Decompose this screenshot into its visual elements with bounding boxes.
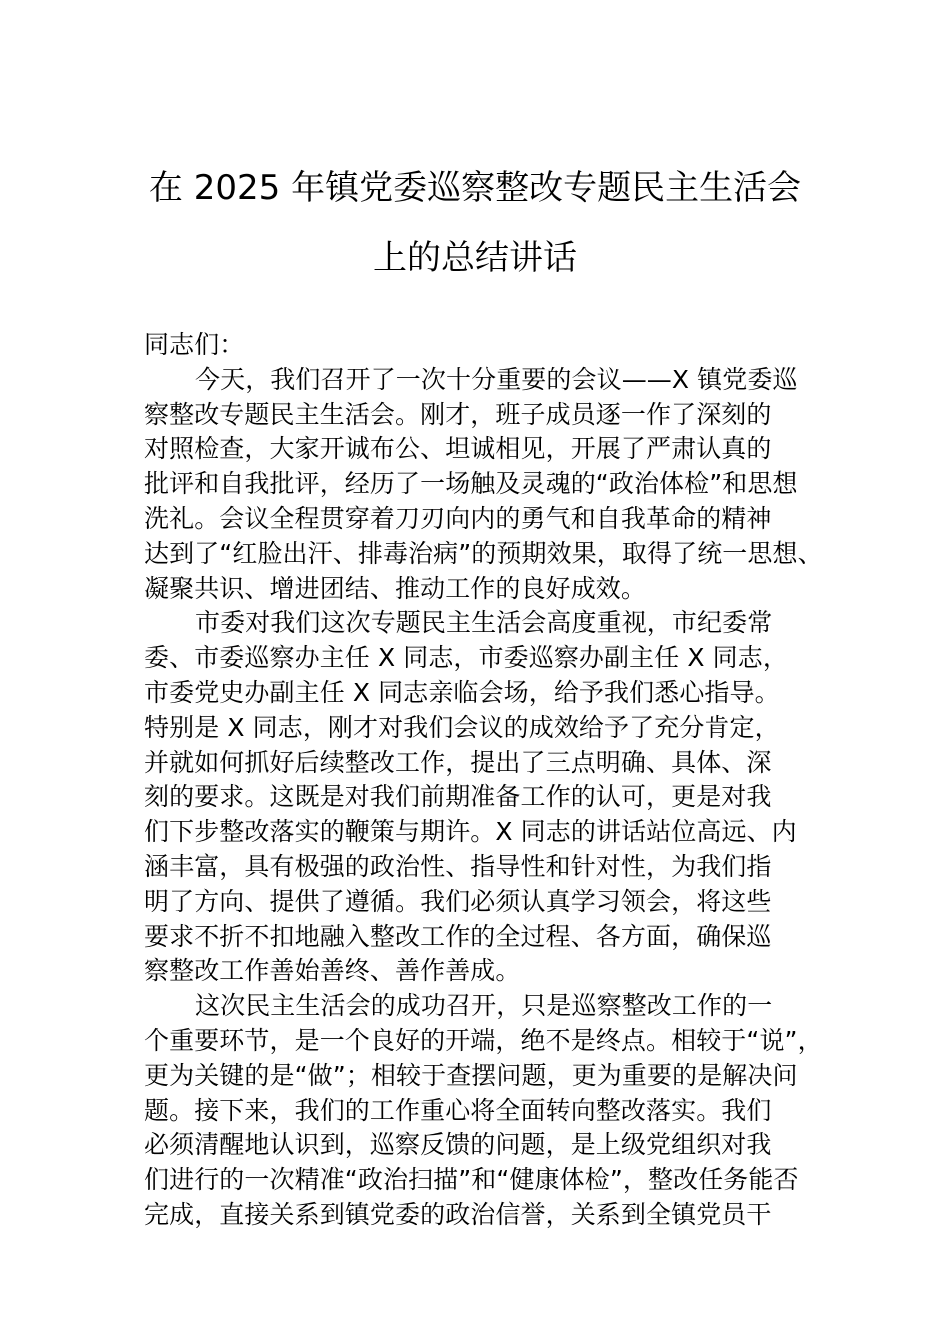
text-line: 涵丰富，具有极强的政治性、指导性和针对性，为我们指 <box>144 851 772 881</box>
salutation: 同志们： <box>144 330 245 359</box>
text-line: 题。接下来，我们的工作重心将全面转向整改落实。我们 <box>144 1095 772 1125</box>
text-line: 批评和自我批评，经历了一场触及灵魂的“政治体检”和思想 <box>144 469 798 499</box>
text-line: 刻的要求。这既是对我们前期准备工作的认可，更是对我 <box>144 782 772 812</box>
paragraph-1 <box>144 363 834 607</box>
text-line: 明了方向、提供了遵循。我们必须认真学习领会，将这些 <box>144 886 772 916</box>
text-line: 个重要环节，是一个良好的开端，绝不是终点。相较于“说”， <box>144 1025 823 1055</box>
text-line: 察整改工作善始善终、善作善成。 <box>144 956 521 986</box>
text-line: 们进行的一次精准“政治扫描”和“健康体检”，整改任务能否 <box>144 1165 799 1195</box>
text-line: 必须清醒地认识到，巡察反馈的问题，是上级党组织对我 <box>144 1130 772 1160</box>
text-line: 委、市委巡察办主任 X 同志，市委巡察办副主任 X 同志， <box>144 643 788 673</box>
text-line: 市委党史办副主任 X 同志亲临会场，给予我们悉心指导。 <box>144 677 780 707</box>
text-line: 完成，直接关系到镇党委的政治信誉，关系到全镇党员干 <box>144 1199 772 1229</box>
document-title-line-1: 在 2025 年镇党委巡察整改专题民主生活会 <box>148 168 802 208</box>
text-line: 更为关键的是“做”；相较于查摆问题，更为重要的是解决问 <box>144 1060 798 1090</box>
text-line: 要求不折不扣地融入整改工作的全过程、各方面，确保巡 <box>144 921 772 951</box>
paragraph-2 <box>144 606 834 989</box>
document-title-line-2: 上的总结讲话 <box>373 238 577 278</box>
text-line: 并就如何抓好后续整改工作，提出了三点明确、具体、深 <box>144 747 772 777</box>
text-line: 特别是 X 同志，刚才对我们会议的成效给予了充分肯定， <box>144 712 780 742</box>
text-line: 达到了“红脸出汗、排毒治病”的预期效果，取得了统一思想、 <box>144 538 823 568</box>
text-line: 们下步整改落实的鞭策与期许。X 同志的讲话站位高远、内 <box>144 817 797 847</box>
text-line: 市委对我们这次专题民主生活会高度重视，市纪委常 <box>195 608 773 638</box>
text-line: 这次民主生活会的成功召开，只是巡察整改工作的一 <box>195 991 773 1021</box>
paragraph-3 <box>144 989 834 1233</box>
text-line: 察整改专题民主生活会。刚才，班子成员逐一作了深刻的 <box>144 399 772 429</box>
text-line: 今天，我们召开了一次十分重要的会议——X 镇党委巡 <box>195 364 798 394</box>
text-line: 对照检查，大家开诚布公、坦诚相见，开展了严肃认真的 <box>144 434 772 464</box>
document-body <box>144 328 834 1233</box>
text-line: 凝聚共识、增进团结、推动工作的良好成效。 <box>144 573 647 603</box>
text-line: 洗礼。会议全程贯穿着刀刃向内的勇气和自我革命的精神 <box>144 503 772 533</box>
